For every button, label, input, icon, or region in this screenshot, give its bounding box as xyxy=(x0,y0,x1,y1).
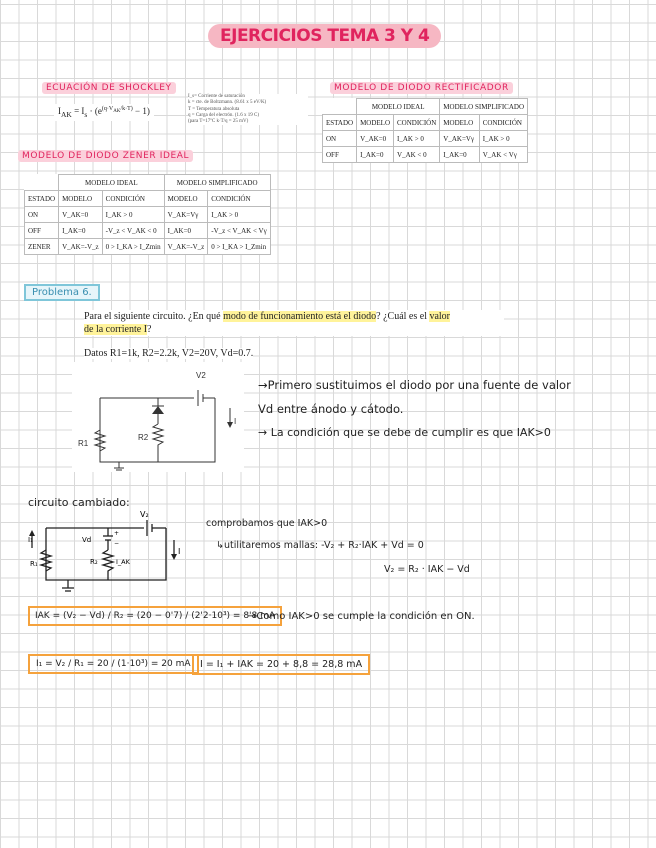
note-line-2: Vd entre ánodo y cátodo. xyxy=(258,402,404,416)
rectifier-heading: MODELO DE DIODO RECTIFICADOR xyxy=(330,82,513,94)
shockley-heading: ECUACIÓN DE SHOCKLEY xyxy=(42,82,176,94)
iak-result: IAK = (V₂ − Vd) / R₂ = (20 − 0'7) / (2'2·10³) = 8'8 mA xyxy=(28,606,282,626)
table-row: ON V_AK=0 I_AK > 0 V_AK=Vγ I_AK > 0 xyxy=(25,207,271,223)
changed-r1: R₁ xyxy=(30,560,38,568)
work-check: comprobamos que IAK>0 xyxy=(206,518,328,529)
changed-minus: − xyxy=(114,540,120,547)
shockley-legend: I_s= Corriente de saturación k = cte. de Boltzmann. (8.61 x 5 eV/K) T = Temperatura absoluta q = Carga del electrón. (1.6 x 19 C) (para T=17ºC k·T/q = 25 mV) xyxy=(188,94,308,125)
v2-label: V2 xyxy=(196,371,206,380)
iak-note: →Como IAK>0 se cumple la condición en ON. xyxy=(248,611,475,622)
table-row: OFF I_AK=0 V_AK < 0 I_AK=0 V_AK < Vγ xyxy=(323,147,528,163)
r2-label: R2 xyxy=(138,433,149,442)
shockley-formula: $I_{AK} = I_s \cdot (e^{(q\cdot V_{AK}/k\cdot T)} - 1)$ xyxy=(54,104,154,121)
changed-heading: circuito cambiado: xyxy=(28,496,130,509)
changed-plus: + xyxy=(114,530,120,537)
note-line-1: →Primero sustituimos el diodo por una fuente de valor xyxy=(258,378,571,392)
changed-v2: V₂ xyxy=(140,510,149,519)
table-row: OFF I_AK=0 -V_z < V_AK < 0 I_AK=0 -V_z < V_AK < Vγ xyxy=(25,223,271,239)
changed-vd: Vd xyxy=(82,536,92,544)
zener-heading: MODELO DE DIODO ZENER IDEAL xyxy=(18,150,193,162)
changed-circuit xyxy=(26,508,186,598)
zener-table: MODELO IDEAL MODELO SIMPLIFICADO ESTADO MODELO CONDICIÓN MODELO CONDICIÓN ON V_AK=0 I_AK > 0 V_AK=Vγ I_AK > 0 OFF I_AK=0 -V_z < V_AK < 0 I_AK=0 -V_z < V_AK < Vγ ZENER V_AK=-V_z 0 > I_KA > I_Zmin V_AK=-V_z 0 > I_KA > I_Zmin xyxy=(24,174,271,255)
changed-r2: R₂ xyxy=(90,558,98,566)
changed-i1: I₁ xyxy=(28,536,33,544)
changed-iak: I_AK xyxy=(116,558,130,566)
work-mesh-2: V₂ = R₂ · IAK − Vd xyxy=(384,564,470,575)
r1-label: R1 xyxy=(78,439,89,448)
rectifier-table: MODELO IDEAL MODELO SIMPLIFICADO ESTADO MODELO CONDICIÓN MODELO CONDICIÓN ON V_AK=0 I_AK > 0 V_AK=Vγ I_AK > 0 OFF I_AK=0 V_AK < 0 I_AK=0 V_AK < Vγ xyxy=(322,98,528,163)
table-row: ZENER V_AK=-V_z 0 > I_KA > I_Zmin V_AK=-V_z 0 > I_KA > I_Zmin xyxy=(25,239,271,255)
problem-statement: Para el siguiente circuito. ¿En qué modo de funcionamiento está el diodo? ¿Cuál es el valor de la corriente I? xyxy=(84,310,504,336)
i-label: I xyxy=(234,417,237,426)
page-title: EJERCICIOS TEMA 3 Y 4 xyxy=(208,24,441,48)
problem-data: Datos R1=1k, R2=2.2k, V2=20V, Vd=0.7. xyxy=(84,348,254,359)
work-mesh: ↳utilitaremos mallas: -V₂ + R₂·IAK + Vd = 0 xyxy=(216,540,424,551)
itot-result: I = I₁ + IAK = 20 + 8,8 = 28,8 mA xyxy=(192,654,370,675)
circuit-diagram xyxy=(72,362,244,472)
problem-label: Problema 6. xyxy=(24,284,100,301)
table-row: ON V_AK=0 I_AK > 0 V_AK=Vγ I_AK > 0 xyxy=(323,131,528,147)
changed-i: I xyxy=(178,547,181,556)
note-line-3: → La condición que se debe de cumplir es que IAK>0 xyxy=(258,426,551,439)
i1-result: I₁ = V₂ / R₁ = 20 / (1·10³) = 20 mA xyxy=(28,654,199,674)
